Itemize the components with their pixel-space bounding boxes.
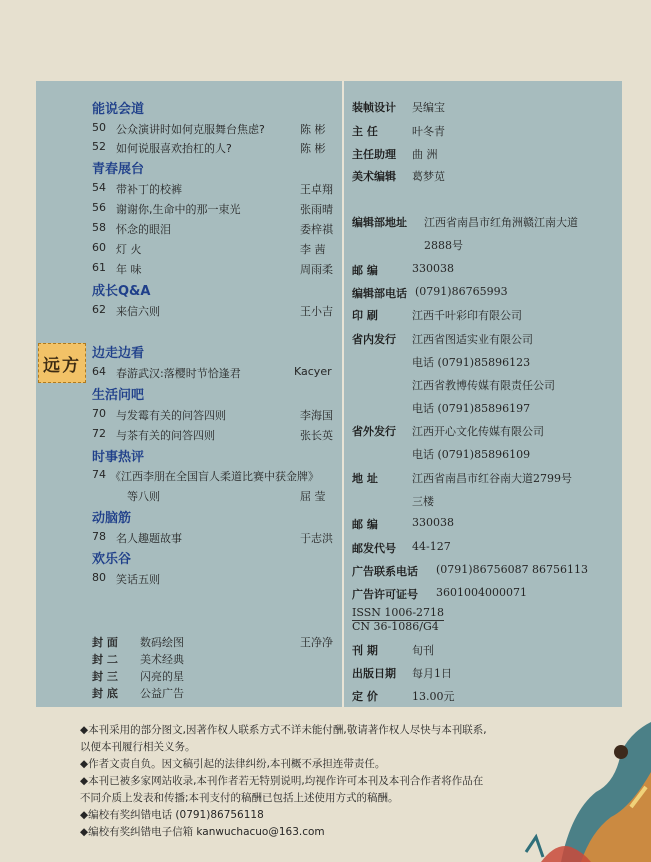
article-author: 周雨柔 <box>300 263 333 276</box>
article-title[interactable]: 与发霉有关的问答四则 <box>116 409 226 422</box>
article-author: 陈 彬 <box>300 142 326 155</box>
masthead-value: 44-127 <box>412 540 451 553</box>
masthead-value: 江西省教博传媒有限责任公司 <box>412 379 555 392</box>
notice-line: 不同介质上发表和传播;本刊支付的稿酬已包括上述使用方式的稿酬。 <box>80 792 399 804</box>
masthead-value: 旬刊 <box>412 644 434 657</box>
masthead-label: 印 刷 <box>352 309 378 322</box>
masthead-label: 省外发行 <box>352 425 396 438</box>
article-title[interactable]: 春游武汉:落樱时节恰逢君 <box>116 367 241 380</box>
masthead-value: 江西省图适实业有限公司 <box>412 333 533 346</box>
masthead-label: 装帧设计 <box>352 101 396 114</box>
masthead-value: 叶冬青 <box>412 125 445 138</box>
page-number: 54 <box>92 181 106 194</box>
masthead-label: 主 任 <box>352 125 378 138</box>
article-title-continued[interactable]: 等八则 <box>127 490 160 503</box>
article-title[interactable]: 《江西李朋在全国盲人柔道比赛中获金牌》 <box>110 470 319 483</box>
masthead-value: 曲 洲 <box>412 148 438 161</box>
masthead-label: 邮 编 <box>352 518 378 531</box>
masthead-value: (0791)86765993 <box>415 285 508 298</box>
cover-title: 公益广告 <box>140 687 184 700</box>
article-title[interactable]: 如何说服喜欢抬杠的人? <box>116 142 232 155</box>
page-number: 52 <box>92 140 106 153</box>
notice-email-line[interactable]: ◆编校有奖纠错电子信箱 kanwuchacuo@163.com <box>80 826 325 838</box>
notice-line: ◆本刊已被多家网站收录,本刊作者若无特别说明,均视作许可本刊及本刊合作者将作品在 <box>80 775 484 787</box>
page-number: 74 <box>92 468 106 481</box>
article-title[interactable]: 带补丁的校裤 <box>116 183 182 196</box>
cover-title: 闪亮的星 <box>140 670 184 683</box>
article-title[interactable]: 公众演讲时如何克服舞台焦虑? <box>116 123 265 136</box>
masthead-value: 江西省南昌市红角洲赣江南大道 <box>424 216 578 229</box>
notice-line: ◆作者文责自负。因文稿引起的法律纠纷,本刊概不承担连带责任。 <box>80 758 386 770</box>
article-author: 屈 莹 <box>300 490 326 503</box>
section-title: 能说会道 <box>92 102 145 117</box>
article-author: Kacyer <box>294 365 332 378</box>
cover-title: 美术经典 <box>140 653 184 666</box>
masthead-label: 邮发代号 <box>352 542 396 555</box>
cn-number: CN 36-1086/G4 <box>352 620 439 633</box>
article-title[interactable]: 名人趣题故事 <box>116 532 182 545</box>
article-title[interactable]: 谢谢你,生命中的那一束光 <box>116 203 241 216</box>
column-divider <box>342 81 344 707</box>
masthead-label: 刊 期 <box>352 644 378 657</box>
article-author: 张长英 <box>300 429 333 442</box>
article-title[interactable]: 怀念的眼泪 <box>116 223 171 236</box>
article-title[interactable]: 笑话五则 <box>116 573 160 586</box>
article-author: 委梓祺 <box>300 223 333 236</box>
cover-label: 封 底 <box>92 687 118 700</box>
article-author: 王卓翔 <box>300 183 333 196</box>
cover-label: 封 面 <box>92 636 118 649</box>
article-author: 王小吉 <box>300 305 333 318</box>
masthead-value: 每月1日 <box>412 667 452 680</box>
section-title: 边走边看 <box>92 346 145 361</box>
page-number: 70 <box>92 407 106 420</box>
page-number: 78 <box>92 530 106 543</box>
masthead-value: 葛梦苋 <box>412 170 445 183</box>
masthead-value: (0791)86756087 86756113 <box>436 563 589 576</box>
masthead-value: 三楼 <box>412 495 434 508</box>
masthead-value: 13.00元 <box>412 690 455 703</box>
section-title: 生活问吧 <box>92 388 145 403</box>
article-title[interactable]: 灯 火 <box>116 243 142 256</box>
masthead-value: 330038 <box>412 262 454 275</box>
masthead-label: 邮 编 <box>352 264 378 277</box>
section-title: 动脑筋 <box>92 511 132 526</box>
masthead-value: 电话 (0791)85896123 <box>412 356 531 369</box>
masthead-value: 2888号 <box>424 239 463 252</box>
article-title[interactable]: 与茶有关的问答四则 <box>116 429 215 442</box>
masthead-value: 江西开心文化传媒有限公司 <box>412 425 544 438</box>
cover-author: 王净净 <box>300 636 333 649</box>
page-number: 58 <box>92 221 106 234</box>
masthead-value: 江西千叶彩印有限公司 <box>412 309 522 322</box>
page-number: 61 <box>92 261 106 274</box>
masthead-label: 地 址 <box>352 472 378 485</box>
masthead-value: 江西省南昌市红谷南大道2799号 <box>412 472 572 485</box>
section-title: 青春展台 <box>92 162 145 177</box>
article-title[interactable]: 来信六则 <box>116 305 160 318</box>
issn-number: ISSN 1006-2718 <box>352 606 445 619</box>
page-number: 72 <box>92 427 106 440</box>
section-title: 时事热评 <box>92 450 145 465</box>
notice-line: ◆本刊采用的部分图文,因著作权人联系方式不详未能付酬,敬请著作权人尽快与本刊联系, <box>80 724 487 736</box>
masthead-label: 编辑部地址 <box>352 216 407 229</box>
page-number: 62 <box>92 303 106 316</box>
cover-label: 封 三 <box>92 670 118 683</box>
masthead-value: 电话 (0791)85896197 <box>412 402 531 415</box>
page-number: 64 <box>92 365 106 378</box>
cover-label: 封 二 <box>92 653 118 666</box>
masthead-value: 电话 (0791)85896109 <box>412 448 531 461</box>
cover-title: 数码绘图 <box>140 636 184 649</box>
masthead-label: 定 价 <box>352 690 378 703</box>
section-title: 成长Q&A <box>92 284 151 299</box>
masthead-label: 出版日期 <box>352 667 396 680</box>
masthead-label: 广告许可证号 <box>352 588 418 601</box>
masthead-label: 广告联系电话 <box>352 565 418 578</box>
section-title: 欢乐谷 <box>92 552 132 567</box>
page-number: 50 <box>92 121 106 134</box>
page-number: 60 <box>92 241 106 254</box>
masthead-label: 美术编辑 <box>352 170 396 183</box>
article-author: 李 茜 <box>300 243 326 256</box>
article-author: 李海国 <box>300 409 333 422</box>
article-author: 张雨晴 <box>300 203 333 216</box>
page-number: 80 <box>92 571 106 584</box>
masthead-value: 吴编宝 <box>412 101 445 114</box>
notice-line: 以便本刊履行相关义务。 <box>80 741 196 753</box>
masthead-value: 3601004000071 <box>436 586 527 599</box>
side-tag: 远方 <box>38 343 86 383</box>
masthead-label: 主任助理 <box>352 148 396 161</box>
masthead-value: 330038 <box>412 516 454 529</box>
article-author: 于志洪 <box>300 532 333 545</box>
article-author: 陈 彬 <box>300 123 326 136</box>
notice-line: ◆编校有奖纠错电话 (0791)86756118 <box>80 809 264 821</box>
article-title[interactable]: 年 味 <box>116 263 142 276</box>
masthead-label: 编辑部电话 <box>352 287 407 300</box>
masthead-label: 省内发行 <box>352 333 396 346</box>
decorative-illustration <box>521 712 651 862</box>
page-number: 56 <box>92 201 106 214</box>
